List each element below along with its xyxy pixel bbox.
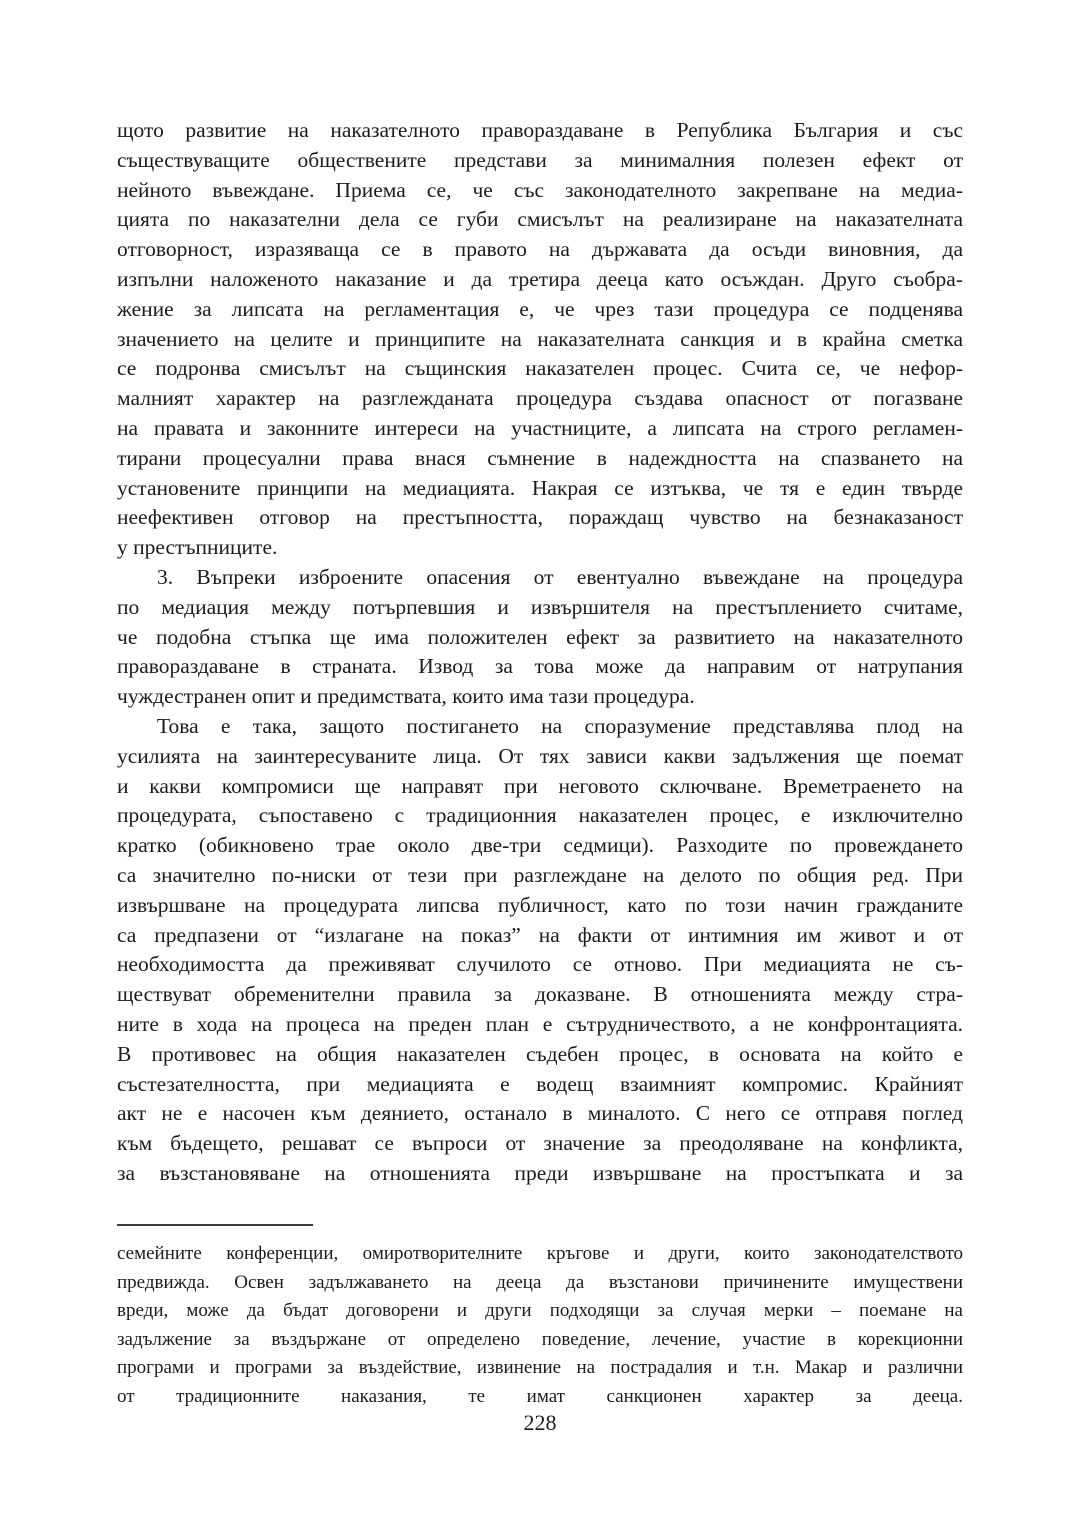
body-line: у престъпниците. bbox=[117, 535, 278, 560]
body-line: чуждестранен опит и предимствата, които има тази процедура. bbox=[117, 684, 695, 709]
footnote-line: семейните конференции, омиротворителните кръгове и други, които законодателството bbox=[117, 1243, 963, 1264]
body-line: тирани процесуални права внася съмнение в надеждността на спазването на bbox=[117, 445, 963, 470]
body-line: са предпазени от “излагане на показ” на факти от интимния им живот и от bbox=[117, 922, 963, 947]
footnote bbox=[117, 1240, 963, 1412]
footnote-separator bbox=[117, 1224, 313, 1226]
body-line: по медиация между потърпевшия и извършителя на престъплението считаме, bbox=[117, 594, 963, 619]
body-line: съществуващите обществените представи за минималния полезен ефект от bbox=[117, 147, 963, 172]
paragraph-continuation bbox=[117, 116, 963, 563]
body-line: акт не е насочен към деянието, останало в миналото. С него се отправя поглед bbox=[117, 1101, 963, 1126]
body-line: жение за липсата на регламентация е, че чрез тази процедура се подценява bbox=[117, 296, 963, 321]
body-line: нейното въвеждане. Приема се, че със законодателното закрепване на медиа- bbox=[117, 177, 963, 202]
body-text bbox=[117, 116, 963, 1189]
body-line: се подронва смисълът на същинския наказателен процес. Счита се, че нефор- bbox=[117, 356, 963, 381]
body-line: състезателността, при медиацията е водещ взаимният компромис. Крайният bbox=[117, 1071, 963, 1096]
body-line: Това е така, защото постигането на споразумение представлява плод на bbox=[157, 713, 963, 738]
body-line: ните в хода на процеса на преден план е сътрудничеството, а не конфронтацията. bbox=[117, 1011, 963, 1036]
body-line: са значително по-ниски от тези при разглеждане на делото по общия ред. При bbox=[117, 862, 963, 887]
body-line: към бъдещето, решават се въпроси от значение за преодоляване на конфликта, bbox=[117, 1131, 963, 1156]
footnote-line: програми и програми за въздействие, извинение на пострадалия и т.н. Макар и различни bbox=[117, 1357, 963, 1379]
page-number: 228 bbox=[523, 1410, 557, 1435]
footnote-line: задължение за въздържане от определено поведение, лечение, участие в корекционни bbox=[117, 1328, 963, 1350]
footnote-line: предвижда. Освен задължаването на дееца да възстанови причинените имуществени bbox=[117, 1271, 963, 1293]
paragraph-advantages bbox=[117, 712, 963, 1189]
body-line: ществуват обременителни правила за доказване. В отношенията между стра- bbox=[117, 982, 963, 1007]
paragraph-point-3 bbox=[117, 563, 963, 712]
body-line: значението на целите и принципите на наказателната санкция и в крайна сметка bbox=[117, 326, 963, 351]
body-line: щото развитие на наказателното правораздаване в Република България и със bbox=[117, 118, 963, 142]
body-line: на правата и законните интереси на участниците, а липсата на строго регламен- bbox=[117, 415, 963, 440]
body-line: и какви компромиси ще направят при неговото сключване. Времетраенето на bbox=[117, 773, 963, 798]
body-line: извършване на процедурата липсва публичност, като по този начин гражданите bbox=[117, 892, 963, 917]
body-line: усилията на заинтересуваните лица. От тях зависи какви задължения ще поемат bbox=[117, 743, 963, 768]
body-line: процедурата, съпоставено с традиционния наказателен процес, е изключително bbox=[117, 803, 963, 828]
body-line: че подобна стъпка ще има положителен ефект за развитието на наказателното bbox=[117, 624, 963, 649]
body-line: кратко (обикновено трае около две-три седмици). Разходите по провеждането bbox=[117, 833, 963, 858]
body-line: неефективен отговор на престъпността, пораждащ чувство на безнаказаност bbox=[117, 505, 963, 530]
body-line: за възстановяване на отношенията преди извършване на простъпката и за bbox=[117, 1160, 963, 1185]
body-line: В противовес на общия наказателен съдебен процес, в основата на който е bbox=[117, 1041, 963, 1066]
body-line: изпълни наложеното наказание и да третира дееца като осъждан. Друго съобра- bbox=[117, 266, 963, 291]
body-line: цията по наказателни дела се губи смисълът на реализиране на наказателната bbox=[117, 207, 963, 232]
body-line: малният характер на разглежданата процедура създава опасност от погазване bbox=[117, 386, 963, 411]
body-line: необходимостта да преживяват случилото се отново. При медиацията не съ- bbox=[117, 952, 963, 977]
body-line: отговорност, изразяваща се в правото на държавата да осъди виновния, да bbox=[117, 237, 963, 262]
body-line: 3. Въпреки изброените опасения от евентуално въвеждане на процедура bbox=[157, 564, 963, 589]
footnote-line: вреди, може да бъдат договорени и други подходящи за случая мерки – поемане на bbox=[117, 1300, 963, 1322]
body-line: установените принципи на медиацията. Накрая се изтъква, че тя е един твърде bbox=[117, 475, 963, 500]
footnote-line: от традиционните наказания, те имат санкционен характер за дееца. bbox=[117, 1385, 963, 1407]
body-line: правораздаване в страната. Извод за това може да направим от натрупания bbox=[117, 654, 963, 679]
